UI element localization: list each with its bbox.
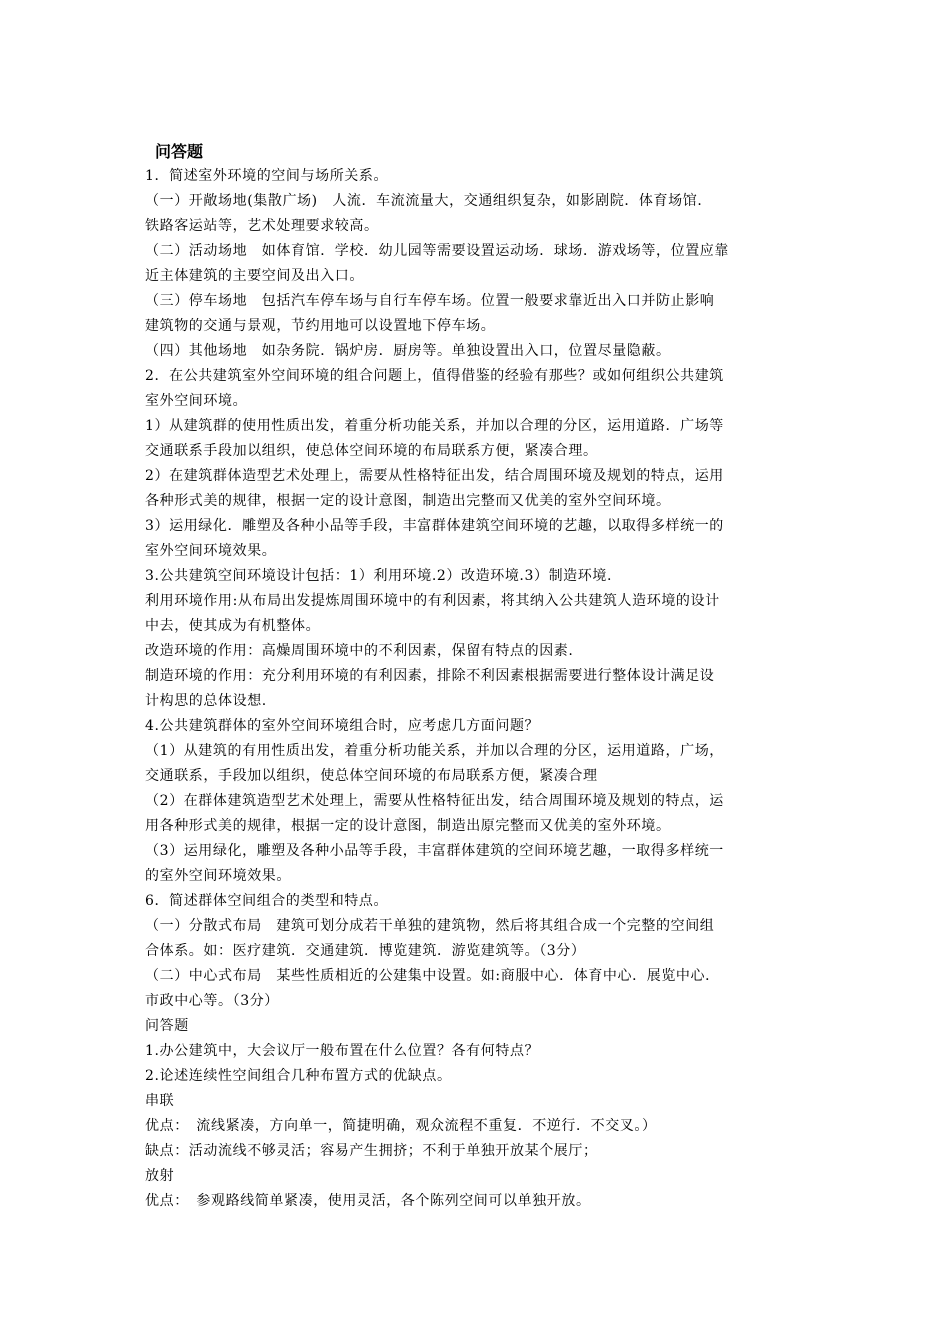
text-line: 利用环境作用:从布局出发提炼周围环境中的有利因素，将其纳入公共建筑人造环境的设计 <box>145 593 720 609</box>
text-line: 改造环境的作用：高燥周围环境中的不利因素，保留有特点的因素. <box>145 643 574 659</box>
text-line: （二）中心式布局 某些性质相近的公建集中设置。如:商服中心．体育中心．展览中心． <box>145 968 720 984</box>
text-line: 近主体建筑的主要空间及出入口。 <box>145 268 364 284</box>
text-line: 计构思的总体设想. <box>145 693 267 709</box>
text-line: 串联 <box>145 1093 175 1109</box>
text-line: 问答题 <box>145 1018 189 1034</box>
text-line: 放射 <box>145 1168 175 1184</box>
text-line: 交通联系手段加以组织，使总体空间环境的布局联系方便，紧凑合理。 <box>145 443 598 459</box>
text-line: （1）从建筑的有用性质出发，着重分析功能关系，并加以合理的分区，运用道路，广场， <box>145 743 724 759</box>
text-line: 建筑物的交通与景观，节约用地可以设置地下停车场。 <box>145 318 496 334</box>
text-line: 优点： 流线紧凑，方向单一，简捷明确，观众流程不重复．不逆行．不交叉。） <box>145 1118 657 1134</box>
text-line: 2.论述连续性空间组合几种布置方式的优缺点。 <box>145 1068 452 1084</box>
text-line: （2）在群体建筑造型艺术处理上，需要从性格特征出发，结合周围环境及规划的特点，运 <box>145 793 724 809</box>
text-line: 缺点：活动流线不够灵活；容易产生拥挤；不利于单独开放某个展厅； <box>145 1143 598 1159</box>
text-line: 6．简述群体空间组合的类型和特点。 <box>145 893 389 909</box>
text-line: 优点： 参观路线简单紧凑，使用灵活，各个陈列空间可以单独开放。 <box>145 1193 591 1209</box>
text-line: 1.办公建筑中，大会议厅一般布置在什么位置？各有何特点？ <box>145 1043 540 1059</box>
text-line: （3）运用绿化，雕塑及各种小品等手段，丰富群体建筑的空间环境艺趣，一取得多样统一 <box>145 843 724 859</box>
text-line: 铁路客运站等，艺术处理要求较高。 <box>145 218 379 234</box>
text-line: 室外空间环境。 <box>145 393 248 409</box>
text-line: 用各种形式美的规律，根据一定的设计意图，制造出原完整而又优美的室外环境。 <box>145 818 671 834</box>
text-line: 3）运用绿化．雕塑及各种小品等手段，丰富群体建筑空间环境的艺趣，以取得多样统一的 <box>145 518 724 534</box>
text-line: 1）从建筑群的使用性质出发，着重分析功能关系，并加以合理的分区，运用道路．广场等 <box>145 418 724 434</box>
text-line: （二）活动场地 如体育馆．学校．幼儿园等需要设置运动场．球场．游戏场等，位置应靠 <box>145 243 729 259</box>
text-line: 市政中心等。（3分） <box>145 993 279 1009</box>
text-line: 交通联系，手段加以组织，使总体空间环境的布局联系方便，紧凑合理 <box>145 768 598 784</box>
text-line: 合体系。如：医疗建筑．交通建筑．博览建筑．游览建筑等。（3分） <box>145 943 586 959</box>
text-line: （四）其他场地 如杂务院．锅炉房．厨房等。单独设置出入口，位置尽量隐蔽。 <box>145 343 671 359</box>
text-line: 2）在建筑群体造型艺术处理上，需要从性格特征出发，结合周围环境及规划的特点，运用 <box>145 468 724 484</box>
text-line: 2．在公共建筑室外空间环境的组合问题上，值得借鉴的经验有那些？或如何组织公共建筑 <box>145 368 724 384</box>
text-line: 1．简述室外环境的空间与场所关系。 <box>145 168 389 184</box>
text-line: 4.公共建筑群体的室外空间环境组合时，应考虑几方面问题？ <box>145 718 540 734</box>
text-line: （一）分散式布局 建筑可划分成若干单独的建筑物，然后将其组合成一个完整的空间组 <box>145 918 715 934</box>
text-line: 制造环境的作用：充分利用环境的有利因素，排除不利因素根据需要进行整体设计满足设 <box>145 668 715 684</box>
text-line: （三）停车场地 包括汽车停车场与自行车停车场。位置一般要求靠近出入口并防止影响 <box>145 293 715 309</box>
text-line: 的室外空间环境效果。 <box>145 868 291 884</box>
document-title: 问答题 <box>155 142 204 161</box>
document-body <box>145 164 817 1214</box>
text-line: 各种形式美的规律，根据一定的设计意图，制造出完整而又优美的室外空间环境。 <box>145 493 671 509</box>
document-page <box>145 140 817 1214</box>
text-line: 室外空间环境效果。 <box>145 543 277 559</box>
text-line: 中去，使其成为有机整体。 <box>145 618 321 634</box>
text-line: 3.公共建筑空间环境设计包括：1）利用环境.2）改造环境.3）制造环境. <box>145 568 613 584</box>
text-line: （一）开敞场地(集散广场) 人流．车流流量大，交通组织复杂，如影剧院．体育场馆． <box>145 193 712 209</box>
